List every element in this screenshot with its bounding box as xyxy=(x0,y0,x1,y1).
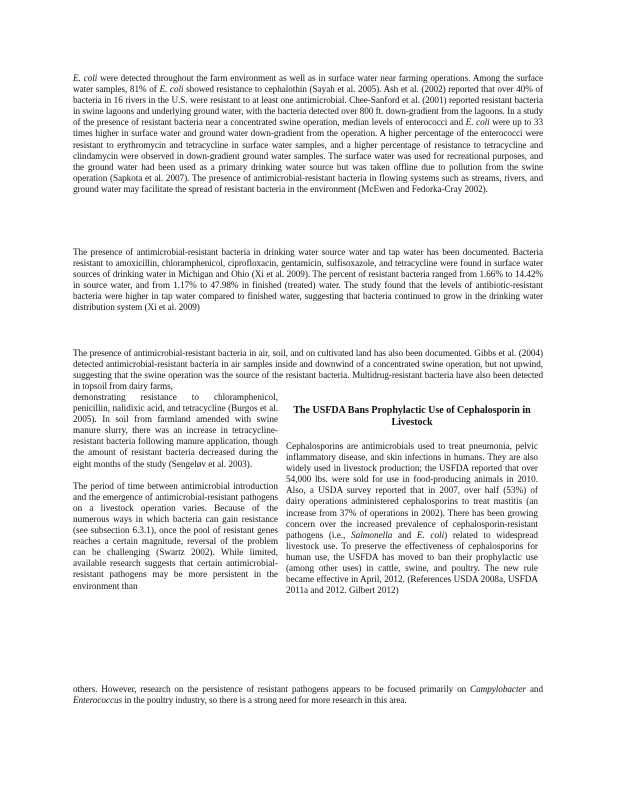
italic-species: Salmonella xyxy=(351,529,393,540)
sidebar-text: ) related to widespread livestock use. To preserve the effectiveness of cephalosporins for human use, the USFDA has moved to ban their prophylactic use (among other uses) in cattle, swine, and poultry. The new rule became effective in April, 2012. (References USDA 2008a, USFDA 2011a and 2012. Gilbert 2012) xyxy=(286,529,538,596)
left-column xyxy=(73,392,278,592)
paragraph-text: showed resistance to cephalothin (Sayah et al. 2005). Ash et al. (2002) reported that over 40% of bacteria in 16 rivers in the U.S. were resistant to at least one antimicrobial. Chee-Sanford et al. (2001) reported resistant bacteria in swine lagoons and underlying ground water, with the bacteria detected over 800 ft. down-gradient from the lagoons. In a study of the presence of resistant bacteria near a concentrated swine operation, median levels of enterococci and xyxy=(73,84,543,128)
left-column-paragraph-soil: demonstrating resistance to chloramphenicol, penicillin, nalidixic acid, and tetracycline (Burgos et al. 2005). In soil from farmland amended with swine manure slurry, there was an increase in tetracycline-resistant bacteria following manure application, though the amount of resistant bacteria decreased during the eight months of the study (Sengeløv et al. 2003). xyxy=(73,392,278,469)
italic-species: E. coli xyxy=(465,117,490,128)
sidebar-title: The USFDA Bans Prophylactic Use of Cephalosporin in Livestock xyxy=(293,405,531,428)
italic-species: E. coli xyxy=(159,84,184,95)
paragraph-drinking-water: The presence of antimicrobial-resistant bacteria in drinking water source water and tap water has been documented. Bacteria resistant to amoxicillin, chloramphenicol, ciprofloxacin, gentamicin, sulfisoxazole, and tetracycline were found in surface water sources of drinking water in Michigan and Ohio (Xi et al. 2009). The percent of resistant bacteria ranged from 1.66% to 14.42% in source water, and from 1.17% to 47.98% in finished (treated) water. The study found that the levels of antibiotic-resistant bacteria were higher in tap water compared to finished water, suggesting that bacteria continued to grow in the drinking water distribution system (Xi et al. 2009) xyxy=(73,247,543,313)
paragraph-persistence xyxy=(73,684,543,706)
paragraph-air-soil: The presence of antimicrobial-resistant bacteria in air, soil, and on cultivated land has also been documented. Gibbs et al. (2004) detected antimicrobial-resistant bacteria in air samples inside and downwind of a concentrated swine operation, but not upwind, suggesting that the swine operation was the source of the resistant bacteria. Multidrug-resistant bacteria have also been detected in topsoil from dairy farms, xyxy=(73,348,543,392)
left-column-paragraph-period: The period of time between antimicrobial introduction and the emergence of antimicrobial-resistant pathogens on a livestock operation varies. Because of the numerous ways in which bacteria can gain resistance (see subsection 6.3.1), once the pool of resistant genes reaches a certain magnitude, reversal of the problem can be challenging (Swartz 2002). While limited, available research suggests that certain antimicrobial-resistant pathogens may be more persistent in the environment than xyxy=(73,480,278,591)
sidebar-paragraph xyxy=(286,441,538,596)
sidebar-text: and xyxy=(392,529,417,540)
paragraph-text: were detected throughout the farm environment as well as in surface water near farming operations. Among the surface water samples, 81% of xyxy=(73,73,543,95)
italic-species: E. coli xyxy=(416,529,445,540)
paragraph-text: were up to 33 times higher in surface water and ground water down-gradient from the operation. A higher percentage of the enterococci were resistant to erythromycin and tetracycline in surface water samples, and a higher percentage of resistance to tetracycline and clindamycin were observed in down-gradient ground water samples. The surface water was used for recreational purposes, and the ground water had been used as a primary drinking water source but was taken offline due to pollution from the swine operation (Sapkota et al. 2007). The presence of antimicrobial-resistant bacteria in flowing systems such as streams, rivers, and ground water may facilitate the spread of resistant bacteria in the environment (McEwen and Fedorka-Cray 2002). xyxy=(73,117,544,194)
italic-species: Enterococcus xyxy=(73,695,123,706)
paragraph-text: others. However, research on the persistence of resistant pathogens appears to be focused primarily on xyxy=(73,684,471,694)
paragraph-text: and xyxy=(526,684,543,694)
paragraph-text: in the poultry industry, so there is a strong need for more research in this area. xyxy=(122,695,407,706)
italic-species: E. coli xyxy=(73,73,98,83)
sidebar-text: Cephalosporins are antimicrobials used to treat pneumonia, pelvic inflammatory disease, and skin infections in humans. They are also widely used in livestock production; the USFDA reported that over 54,000 lbs. were sold for use in food-producing animals in 2010. Also, a USDA survey reported that in 2007, over half (53%) of dairy operations administered cephalosporins to treat mastitis (an increase from 37% of operations in 2002). There has been growing concern over the increased prevalence of cephalosporin-resistant pathogens (i.e., xyxy=(286,441,538,540)
sidebar-box xyxy=(286,405,538,596)
paragraph-surface-water xyxy=(73,73,543,195)
italic-species: Campylobacter xyxy=(470,684,527,694)
